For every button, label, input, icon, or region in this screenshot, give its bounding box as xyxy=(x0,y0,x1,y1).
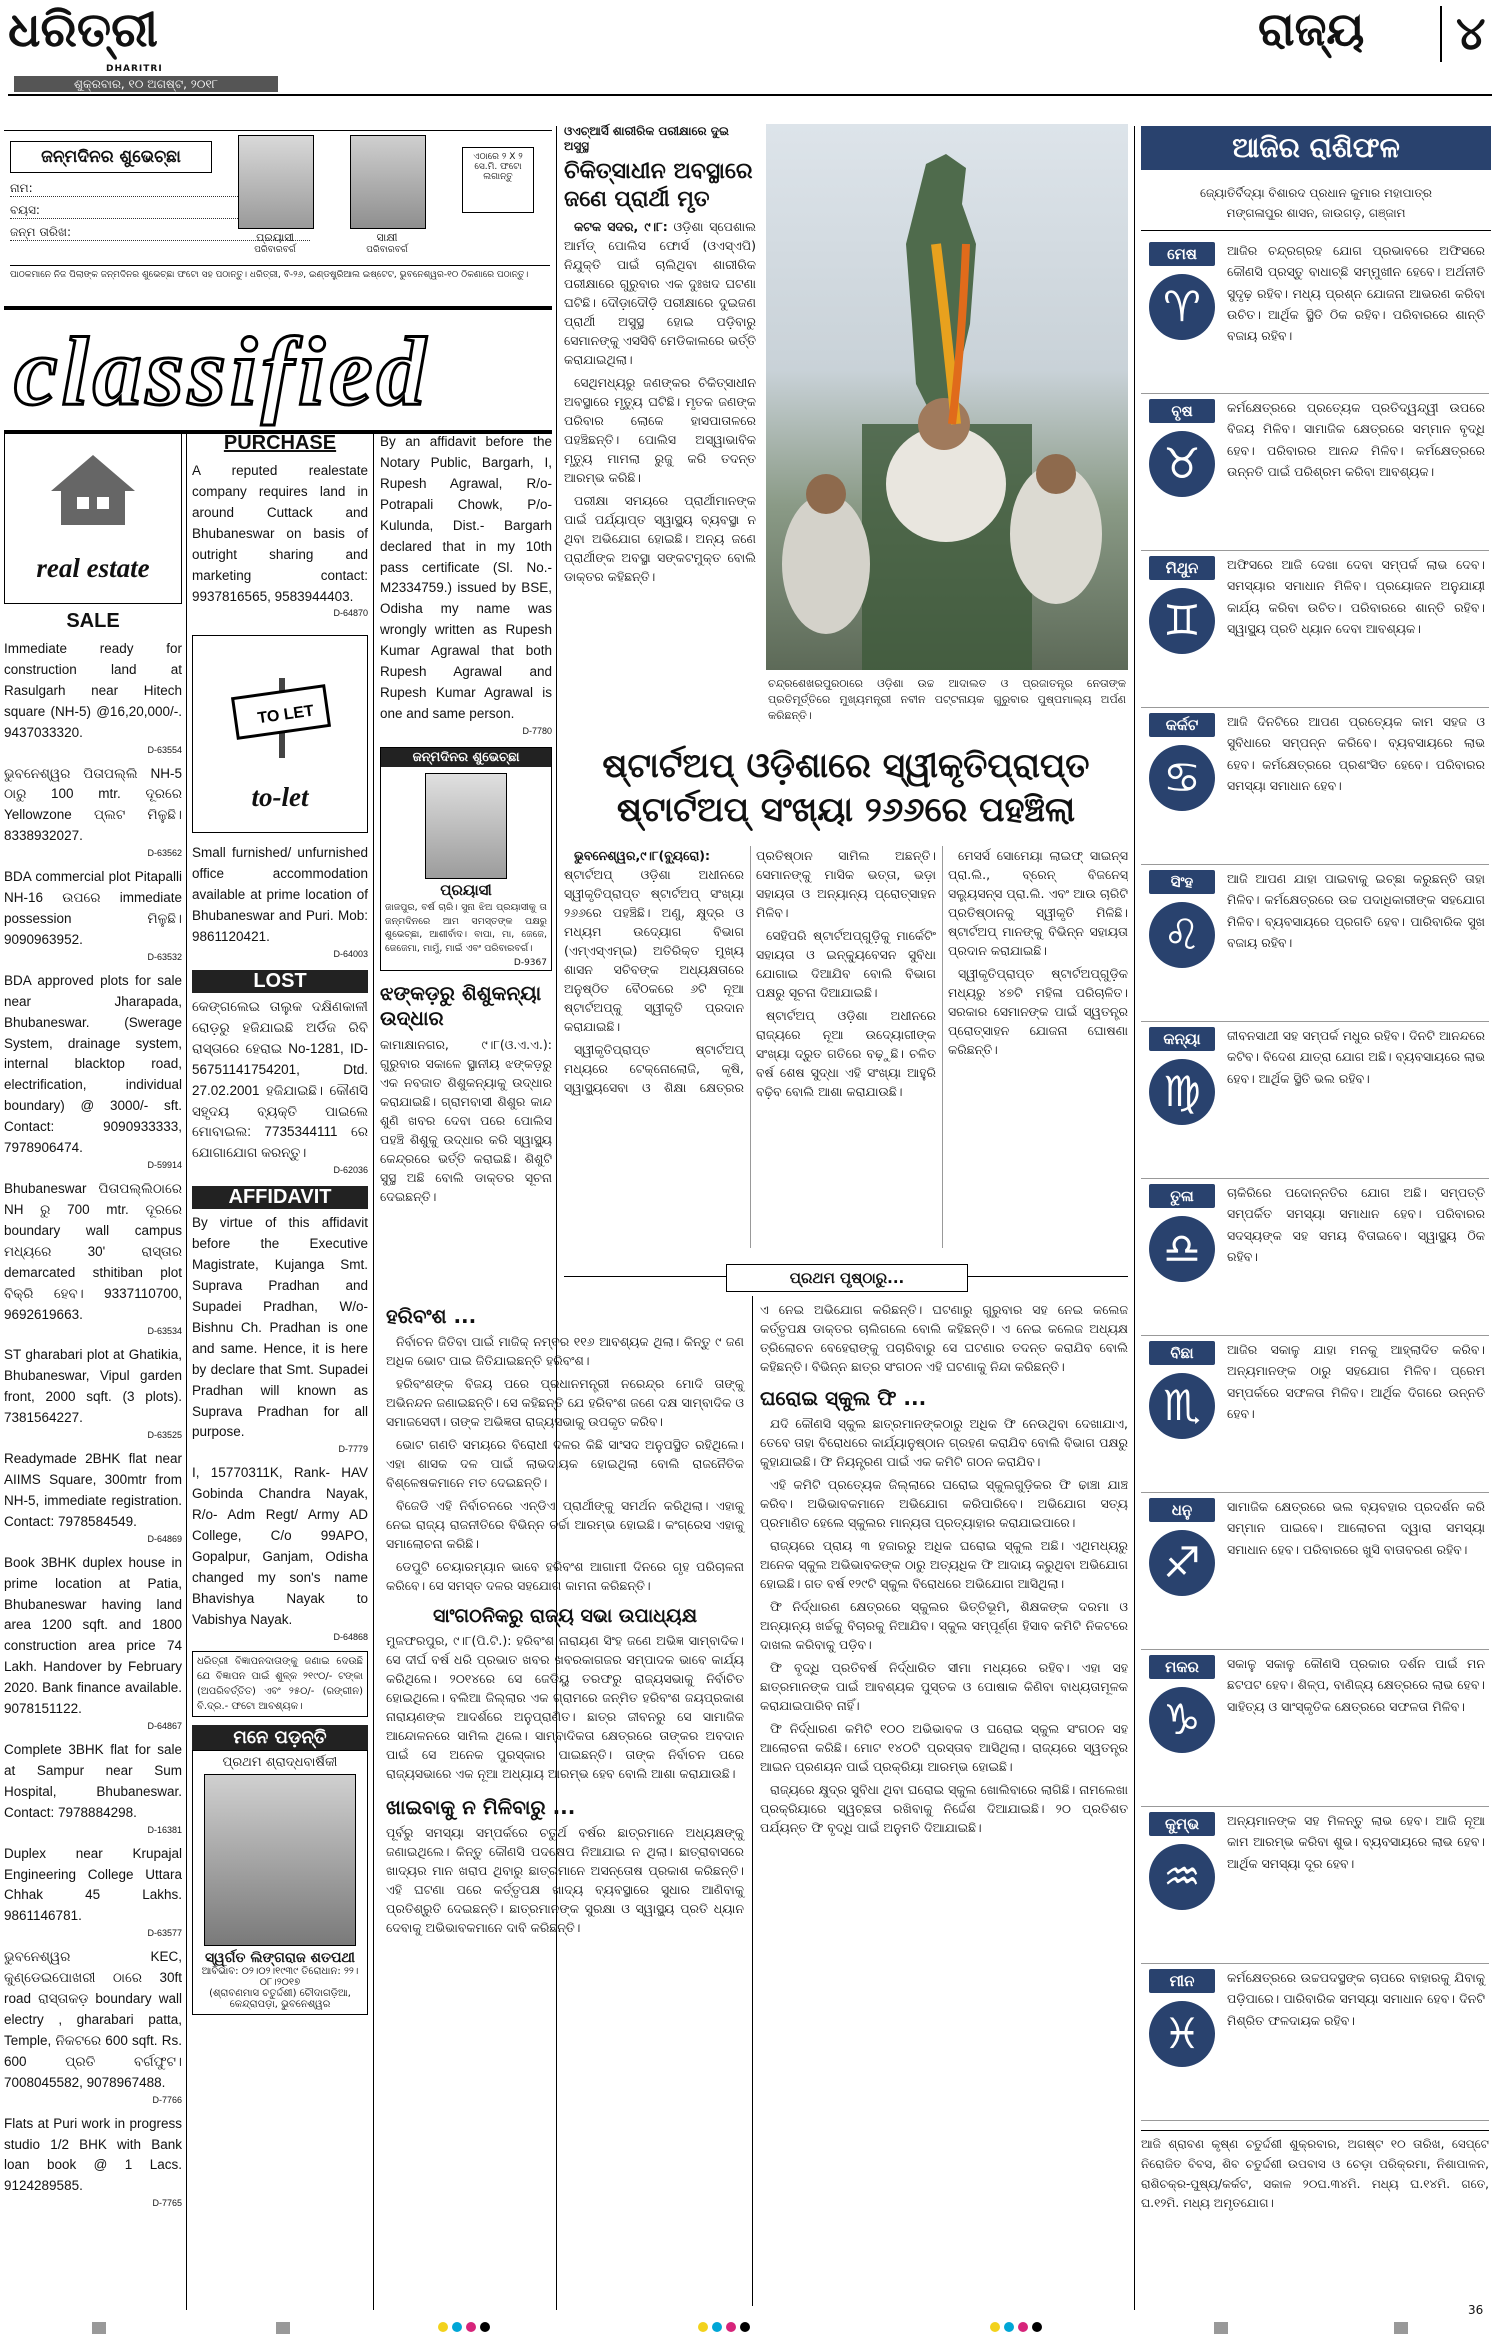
zodiac-icon: ♈ xyxy=(1149,274,1215,340)
sale-listing xyxy=(4,639,182,758)
photo-caption-1: ପ୍ରୟାସୀ xyxy=(256,231,294,244)
sale-listing-code: D-7765 xyxy=(152,2198,182,2209)
col-rule-1 xyxy=(186,430,187,2310)
affidavit-listing-code: D-64868 xyxy=(333,1631,368,1642)
tolet-listing xyxy=(192,843,368,962)
masthead-logo-sub: DHARITRI xyxy=(106,64,163,74)
photo-caption-2: ସାକ୍ଷୀ xyxy=(376,231,398,244)
sale-listing-text: BDA approved plots for sale near Jharapada, Bhubaneswar. (Swerage System, drainage system, internal blacktop road, electrification, individual boundary) @ 3000/- sft. Contact: 9090933333, 7978906474. xyxy=(4,972,182,1156)
registration-marks-3 xyxy=(990,2322,1090,2334)
zodiac-icon: ♑ xyxy=(1149,1687,1215,1753)
tolet-label: to-let xyxy=(251,782,309,813)
rashi-row xyxy=(1141,1496,1489,1650)
purchase-list xyxy=(192,461,368,621)
classified-col-3 xyxy=(380,432,552,1206)
sale-listing-code: D-63525 xyxy=(147,1430,182,1441)
affidavit-listing-text: By an affidavit before the Notary Public, Bargarh, I, Rupesh Agrawal, R/o- Potrapali Chowk, P/o- Kulunda, Dist.- Bargarh declared that in my 10th pass certificate (Sl. No.- M2334759.) issued by BSE, Odisha my name was wrongly written as Rupesh Kumar Agrawal that both Rupesh Agrawal and Rupesh Kumar Agrawal is one and same person. xyxy=(380,434,552,721)
reg-dot xyxy=(438,2322,448,2332)
memorial-lines: (ଶ୍ରାବଣମାସ ଚତୁର୍ଦ୍ଦଶୀ) ଚୌଦାଗଡ଼ିଆ, କେନ୍ଦ୍ରାପଡ଼ା, ଭୁବନେଶ୍ୱର xyxy=(209,1988,351,2011)
masthead-logo: ଧରିତ୍ରୀ xyxy=(8,2,158,58)
top-story xyxy=(564,124,756,590)
masthead-date: ଶୁକ୍ରବାର, ୧୦ ଅଗଷ୍ଟ, ୨୦୧୮ xyxy=(14,76,278,92)
sale-listing-text: ST gharabari plot at Ghatikia, Bhubaneswar, Vipul garden front, 2000 sqft. (3 plots). 7381564227. xyxy=(4,1347,182,1426)
rashi-name: ତୁଳା xyxy=(1149,1184,1215,1208)
sale-listing-text: ଭୁବନେଶ୍ୱର ପିତାପଲ୍ଲି NH-5 ଠାରୁ 100 mtr. ଦୂରରେ Yellowzone ପ୍ଲଟ ମିଳୁଛି। 8338932027. xyxy=(4,765,182,844)
tolet-listing-code: D-64003 xyxy=(333,949,368,959)
classified-banner-text: classified xyxy=(14,318,430,426)
color-bar-right xyxy=(1214,2322,1228,2334)
rashi-prediction: ସକାଳୁ ସକାଳୁ କୌଣସି ପ୍ରକାର ଦର୍ଶନ ପାଇଁ ମନ ଛଟପଟ ହେବ। ଶିଳ୍ପ, ବାଣିଜ୍ୟ କ୍ଷେତ୍ରରେ ଲାଭ ହେବ। ସାହିତ୍ୟ ଓ ସାଂସ୍କୃତିକ କ୍ଷେତ୍ରରେ ସଫଳତା ମିଳିବ। xyxy=(1227,1656,1485,1714)
zodiac-icon: ♎ xyxy=(1149,1216,1215,1282)
affidavit-list xyxy=(192,1213,368,1644)
rashi-prediction: ଚାକିରିରେ ପଦୋନ୍ନତିର ଯୋଗ ଅଛି। ସମ୍ପତ୍ତି ସମ୍ପର୍କିତ ସମସ୍ୟା ସମାଧାନ ହେବ। ପରିବାରର ସଦସ୍ୟଙ୍କ ସହ ସମୟ ବିତାଇବେ। ସ୍ୱାସ୍ଥ୍ୟ ଠିକ ରହିବ। xyxy=(1227,1185,1485,1264)
school-fee-headline: ଘରୋଇ ସ୍କୁଲ ଫି ... xyxy=(760,1386,927,1410)
sale-listing xyxy=(4,764,182,862)
rashi-name: କୁମ୍ଭ xyxy=(1149,1812,1215,1836)
house-icon xyxy=(47,451,139,529)
sale-listing-text: BDA commercial plot Pitapalli NH-16 ଉପରେ immediate possession ମିଳୁଛି। 9090963952. xyxy=(4,869,182,947)
reg-dot xyxy=(1004,2322,1014,2332)
school-fee-para-6: ଫି ନିର୍ଦ୍ଧାରଣ କମିଟି ୧୦୦ ଅଭିଭାବକ ଓ ଘରୋଇ ସ୍କୁଲ ସଂଗଠନ ସହ ଆଲୋଚନା କରିଛି। ମୋଟ ୧୪୦ଟି ପ୍ରସ୍ତାବ ଆସିଥିଲା। ରାଜ୍ୟରେ ସ୍ୱତନ୍ତ୍ର ଆଇନ ପ୍ରଣୟନ ପାଇଁ ପ୍ରକ୍ରିୟା ଆରମ୍ଭ ହୋଇଛି। xyxy=(760,1721,1128,1774)
rashi-prediction: ଆଜିର ସକାଳୁ ଯାହା ମନକୁ ଆହ୍ଲାଦିତ କରିବ। ଅନ୍ୟମାନଙ୍କ ଠାରୁ ସହଯୋଗ ମିଳିବ। ପ୍ରେମ ସମ୍ପର୍କରେ ସଫଳତା ମିଳିବ। ଆର୍ଥିକ ଦିଗରେ ଉନ୍ନତି ହେବ। xyxy=(1227,1342,1485,1421)
startup-para-4: ଷ୍ଟାର୍ଟଅପ୍ ଓଡ଼ିଶା ଅଧୀନରେ ରାଜ୍ୟରେ ନୂଆ ଉଦ୍ୟୋଗୀଙ୍କ ସଂଖ୍ୟା ଦ୍ରୁତ ଗତିରେ ବଢ଼ୁଛି। ଚଳିତ ବର୍ଷ ଶେଷ ସୁଦ୍ଧା ଏହି ସଂଖ୍ୟା ଆହୁରି ବଢ଼ିବ ବୋଲି ଆଶା କରାଯାଉଛି। xyxy=(756,1008,936,1099)
sale-listing-text: Complete 3BHK flat for sale at Sampur near Sum Hospital, Bhubaneswar. Contact: 7978884298. xyxy=(4,1741,182,1820)
classified-col-2 xyxy=(192,432,368,2015)
col-rule-2 xyxy=(373,430,374,2310)
school-fee-para-5: ଫି ବୃଦ୍ଧି ପ୍ରତିବର୍ଷ ନିର୍ଦ୍ଧାରିତ ସୀମା ମଧ୍ୟରେ ରହିବ। ଏହା ସହ ଛାତ୍ରମାନଙ୍କ ପାଇଁ ଆବଶ୍ୟକ ପୁସ୍ତକ ଓ ପୋଷାକ କିଣିବା ବାଧ୍ୟତାମୂଳକ କରାଯାଇପାରିବ ନାହିଁ। xyxy=(760,1660,1128,1713)
rashi-name: କର୍କଟ xyxy=(1149,713,1215,737)
affidavit-listing-text: I, 15770311K, Rank- HAV Gobinda Chandra Nayak, R/o- Adm Regt/ Army AD College, C/o 99APO, Gopalpur, Ganjam, Odisha changed my son's name Bhavishya Nayak to Vabishya Nayak. xyxy=(192,1465,368,1627)
rashi-row xyxy=(1141,554,1489,708)
page-number: ୪ xyxy=(1440,6,1486,62)
school-fee-para-1: ଯଦି କୌଣସି ସ୍କୁଲ ଛାତ୍ରମାନଙ୍କଠାରୁ ଅଧିକ ଫି ନେଉଥିବା ଦେଖାଯାଏ, ତେବେ ତାହା ବିରୋଧରେ କାର୍ଯ୍ୟାନୁଷ୍ଠାନ ଗ୍ରହଣ କରାଯିବ ବୋଲି ବିଭାଗ ପକ୍ଷରୁ କୁହାଯାଇଛି। ଫି ନିୟନ୍ତ୍ରଣ ପାଇଁ ଏକ କମିଟି ଗଠନ କରାଯିବ। xyxy=(760,1416,1128,1469)
rashi-name: ଧନୁ xyxy=(1149,1498,1215,1522)
rashi-name: ମେଷ xyxy=(1149,242,1215,266)
lost-list xyxy=(192,997,368,1178)
masthead xyxy=(0,0,1500,91)
field-dob[interactable]: ଜନ୍ମ ତାରିଖ: xyxy=(10,225,310,241)
zodiac-icon: ♓ xyxy=(1149,2001,1215,2067)
sale-listing-code: D-64869 xyxy=(147,1533,182,1544)
col-rule-3 xyxy=(556,126,557,2310)
rashifal-rule xyxy=(1141,230,1491,231)
lost-heading: LOST xyxy=(192,970,368,993)
zodiac-icon: ♍ xyxy=(1149,1059,1215,1125)
sale-listing xyxy=(4,1740,182,1838)
harivansh-headline: ହରିବଂଶ ... xyxy=(386,1304,477,1328)
top-story-para-3: ପରୀକ୍ଷା ସମୟରେ ପ୍ରାର୍ଥୀମାନଙ୍କ ପାଇଁ ପର୍ଯ୍ୟାପ୍ତ ସ୍ୱାସ୍ଥ୍ୟ ବ୍ୟବସ୍ଥା ନ ଥିବା ଅଭିଯୋଗ ହୋଇଛି। ଅନ୍ୟ ଜଣେ ପ୍ରାର୍ଥୀଙ୍କ ଅବସ୍ଥା ସଙ୍କଟମୁକ୍ତ ବୋଲି ଡାକ୍ତର କହିଛନ୍ତି। xyxy=(564,493,756,584)
harivansh-para-4: ବିଜେଡି ଏହି ନିର୍ବାଚନରେ ଏନ୍‌ଡିଏ ପ୍ରାର୍ଥୀଙ୍କୁ ସମର୍ଥନ କରିଥିଲା। ଏହାକୁ ନେଇ ରାଜ୍ୟ ରାଜନୀତିରେ ବିଭିନ୍ନ ଚର୍ଚ୍ଚା ଆରମ୍ଭ ହୋଇଛି। କଂଗ୍ରେସ ଏହାକୁ ସମାଲୋଚନା କରିଛି। xyxy=(386,1498,744,1551)
rashi-prediction: କର୍ମକ୍ଷେତ୍ରରେ ଉଚ୍ଚପଦସ୍ଥଙ୍କ ଚାପରେ ବାହାରକୁ ଯିବାକୁ ପଡ଼ିପାରେ। ପାରିବାରିକ ସମସ୍ୟା ସମାଧାନ ହେବ। ଦିନଟି ମିଶ୍ରିତ ଫଳଦାୟକ ରହିବ। xyxy=(1227,1970,1485,2028)
sale-listing-text: Bhubaneswar ପିତାପଲ୍ଲିଠାରେ NH ରୁ 700 mtr. ଦୂରରେ boundary wall campus ମଧ୍ୟରେ 30' ରାସ୍ତାର demarcated sthitiban plot ବିକ୍ରି ହେବ। 9337110700, 9692619663. xyxy=(4,1181,182,1322)
mane-padanti-box xyxy=(192,1750,368,2015)
affidavit-listing-code: D-7779 xyxy=(338,1444,368,1455)
khaibaku-body: ପୂର୍ବରୁ ସମସ୍ୟା ସମ୍ପର୍କରେ ଚତୁର୍ଥ ବର୍ଷର ଛାତ୍ରମାନେ ଅଧ୍ୟକ୍ଷଙ୍କୁ ଜଣାଇଥିଲେ। କିନ୍ତୁ କୌଣସି ପଦକ୍ଷେପ ନିଆଯାଇ ନ ଥିଲା। ଛାତ୍ରାବାସରେ ଖାଦ୍ୟର ମାନ ଖରାପ ଥିବାରୁ ଛାତ୍ରମାନେ ଅସନ୍ତୋଷ ପ୍ରକାଶ କରିଛନ୍ତି। ଏହି ଘଟଣା ପରେ କର୍ତ୍ତୃପକ୍ଷ ଖାଦ୍ୟ ବ୍ୟବସ୍ଥାରେ ସୁଧାର ଆଣିବାକୁ ପ୍ରତିଶ୍ରୁତି ଦେଇଛନ୍ତି। ଛାତ୍ରମାନଙ୍କ ସୁରକ୍ଷା ଓ ସ୍ୱାସ୍ଥ୍ୟ ପ୍ରତି ଧ୍ୟାନ ଦେବାକୁ ଅଭିଭାବକମାନେ ଦାବି କରିଛନ୍ତି। xyxy=(386,1825,744,1935)
top-story-kicker: ଓଏଚ୍‌ଆର୍ସି ଶାରୀରିକ ପରୀକ୍ଷାରେ ଦୁଇ ଅସୁସ୍ଥ xyxy=(564,124,730,153)
rashi-row xyxy=(1141,711,1489,865)
sale-listing-text: ଭୁବନେଶ୍ୱର KEC, କୁଣ୍ଡେଇପୋଖରୀ ଠାରେ 30ft road ରାସ୍ତାକଡ଼ boundary wall electry , gharabari patta, Temple, ନିକଟରେ 600 sqft. Rs. 600 ପ୍ରତି ବର୍ଗଫୁଟ। 7008045582, 9078967488. xyxy=(4,1949,182,2090)
purchase-listing-text: A reputed realestate company requires land in around Cuttack and Bhubaneswar on basis of outright sharing and marketing contact: 9937816565, 9583944403. xyxy=(192,463,368,604)
registration-marks-1 xyxy=(438,2322,538,2334)
rashi-row xyxy=(1141,1025,1489,1179)
sale-heading: SALE xyxy=(66,610,120,632)
real-estate-label: real estate xyxy=(36,553,150,583)
janmadin-box-title: ଜନ୍ମଦିନର ଶୁଭେଚ୍ଛା xyxy=(381,748,551,767)
rashi-prediction: ଆଜି ଆପଣ ଯାହା ପାଇବାକୁ ଇଚ୍ଛା କରୁଛନ୍ତି ତାହା ମିଳିବ। କର୍ମକ୍ଷେତ୍ରରେ ଉଚ୍ଚ ପଦାଧିକାରୀଙ୍କ ସହଯୋଗ ମିଳିବ। ବ୍ୟବସାୟରେ ପ୍ରଗତି ହେବ। ପାରିବାରିକ ସୁଖ ବଜାୟ ରହିବ। xyxy=(1227,871,1485,950)
sale-listing xyxy=(4,1345,182,1443)
rashi-name: କନ୍ୟା xyxy=(1149,1027,1215,1051)
sale-listing-text: Immediate ready for construction land at Rasulgarh near Hitech square (NH-5) @16,20,000/-. 9437033320. xyxy=(4,641,182,740)
harivansh-para-1: ନିର୍ବାଚନ ଜିତିବା ପାଇଁ ମାଜିକ୍ ନମ୍ବର ୧୧୬ ଆବଶ୍ୟକ ଥିଲା। କିନ୍ତୁ ୯ ଜଣ ଅଧିକ ଭୋଟ ପାଇ ଜିତିଯାଇଛନ୍ତି ହରିବଂଶ। xyxy=(386,1334,744,1368)
color-bar-center-left xyxy=(276,2322,290,2334)
rashi-prediction: ସାମାଜିକ କ୍ଷେତ୍ରରେ ଭଲ ବ୍ୟବହାର ପ୍ରଦର୍ଶନ କରି ସମ୍ମାନ ପାଇବେ। ଆଲୋଚନା ଦ୍ୱାରା ସମସ୍ୟା ସମାଧାନ ହେବ। ପରିବାରରେ ଖୁସି ବାତାବରଣ ରହିବ। xyxy=(1227,1499,1485,1557)
top-story-para-2: ସେଥିମଧ୍ୟରୁ ଜଣଙ୍କର ଚିକିତ୍ସାଧୀନ ଅବସ୍ଥାରେ ମୃତ୍ୟୁ ଘଟିଛି। ମୃତକ ଜଣଙ୍କ ପରିବାର ଲୋକେ ହାସପାତାଳରେ ପହଞ୍ଚିଛନ୍ତି। ପୋଲିସ ଅସ୍ୱାଭାବିକ ମୃତ୍ୟୁ ମାମଲା ରୁଜୁ କରି ତଦନ୍ତ ଆରମ୍ଭ କରିଛି। xyxy=(564,375,756,485)
janmadin-name: ପ୍ରୟାସୀ xyxy=(440,880,492,899)
reg-dot xyxy=(1032,2322,1042,2332)
rashi-row xyxy=(1141,868,1489,1022)
sale-listing-code: D-16381 xyxy=(147,1824,182,1835)
affidavit-listing xyxy=(192,1463,368,1644)
photo-caption-1-sub: ପରିବାରବର୍ଗ xyxy=(254,245,296,255)
zodiac-icon: ♊ xyxy=(1149,588,1215,654)
affidavit-listing xyxy=(380,432,552,739)
sale-listing-code: D-63562 xyxy=(147,848,182,859)
zodiac-icon: ♒ xyxy=(1149,1844,1215,1910)
janmadin-code: D-9367 xyxy=(513,957,547,968)
top-story-para-1: ଓଡ଼ିଶା ସ୍ପେଶାଲ ଆର୍ମଡ୍ ପୋଲିସ ଫୋର୍ସ (ଓଏସ୍‌ଏପି) ନିଯୁକ୍ତି ପାଇଁ ଚାଲିଥିବା ଶାରୀରିକ ପରୀକ୍ଷାରେ ଗୁରୁବାର ଏକ ଦୁଃଖଦ ଘଟଣା ଘଟିଛି। ଦୌଡ଼ାଦୌଡ଼ି ପରୀକ୍ଷାରେ ଦୁଇଜଣ ପ୍ରାର୍ଥୀ ଅସୁସ୍ଥ ହୋଇ ପଡ଼ିବାରୁ ସେମାନଙ୍କୁ ଏସସିବି ମେଡିକାଲରେ ଭର୍ତ୍ତି କରାଯାଇଥିଲା। xyxy=(564,219,756,367)
sale-listing-code: D-63534 xyxy=(147,1326,182,1337)
color-bar-left xyxy=(92,2322,106,2334)
sale-listing-code: D-63532 xyxy=(147,951,182,962)
child-rescue-body: କାମାକ୍ଷାନଗର, ୯।୮(ଓ.ଏ.ଏ.): ଗୁରୁବାର ସକାଳେ ସ୍ଥାନୀୟ ଝଙ୍କଡ଼ରୁ ଏକ ନବଜାତ ଶିଶୁକନ୍ୟାକୁ ଉଦ୍ଧାର କରାଯାଇଛି। ଗ୍ରାମବାସୀ ଶିଶୁର କାନ୍ଦ ଶୁଣି ଖବର ଦେବା ପରେ ପୋଲିସ ପହଞ୍ଚି ଶିଶୁକୁ ଉଦ୍ଧାର କରି ସ୍ୱାସ୍ଥ୍ୟ କେନ୍ଦ୍ରରେ ଭର୍ତ୍ତି କରାଇଛି। ଶିଶୁଟି ସୁସ୍ଥ ଅଛି ବୋଲି ଡାକ୍ତର ସୂଚନା ଦେଇଛନ୍ତି। xyxy=(380,1036,552,1204)
affidavit-heading: AFFIDAVIT xyxy=(192,1186,368,1209)
rashi-row xyxy=(1141,1182,1489,1336)
sale-listing-code: D-64867 xyxy=(147,1721,182,1732)
svg-text:TO LET: TO LET xyxy=(256,702,315,728)
footer-page-number: 36 xyxy=(1468,2303,1484,2317)
startup-headline xyxy=(564,744,1128,832)
rashi-row xyxy=(1141,1339,1489,1493)
sale-listing xyxy=(4,1179,182,1339)
top-story-dateline: କଟକ ସଦର, ୯।୮: xyxy=(574,219,668,234)
memorial-name: ସ୍ୱର୍ଗତ ଲିଙ୍ଗରାଜ ଶତପଥୀ xyxy=(205,1950,355,1967)
sanjukta-headline: ସାଂଗଠନିକରୁ ରାଜ୍ୟ ସଭା ଉପାଧ୍ୟକ୍ଷ xyxy=(432,1605,698,1627)
affidavit-listing-code: D-7780 xyxy=(522,725,552,736)
masthead-rule xyxy=(8,94,1492,96)
rashi-prediction: ଜୀବନସାଥୀ ସହ ସମ୍ପର୍କ ମଧୁର ରହିବ। ଦିନଟି ଆନନ୍ଦରେ କଟିବ। ବିଦେଶ ଯାତ୍ରା ଯୋଗ ଅଛି। ବ୍ୟବସାୟରେ ଲାଭ ହେବ। ଆର୍ଥିକ ସ୍ଥିତି ଭଲ ରହିବ। xyxy=(1227,1028,1485,1086)
janmadin-text: ଜାଜପୁର, ବର୍ଷ ଚାରି। ସୁନା ଝିଅ ପ୍ରୟାସୀକୁ ତା ଜନ୍ମଦିନରେ ଆମ ସମସ୍ତଙ୍କ ପକ୍ଷରୁ ଶୁଭେଚ୍ଛା, ଆଶୀର୍ବାଦ। ବାପା, ମା, ଜେଜେ, ଜେଜେମା, ମାମୁଁ, ମାଇଁ ଏବଂ ପରିବାରବର୍ଗ। xyxy=(385,901,547,955)
reg-dot xyxy=(1018,2322,1028,2332)
janmadin-photo xyxy=(425,773,507,879)
rashi-prediction: ଆଜି ଦିନଟିରେ ଆପଣ ପ୍ରତ୍ୟେକ କାମ ସହଜ ଓ ସୁବିଧାରେ ସମ୍ପନ୍ନ କରିବେ। ବ୍ୟବସାୟରେ ଲାଭ ହେବ। କର୍ମକ୍ଷେତ୍ରରେ ପ୍ରଶଂସିତ ହେବେ। ପରିବାରର ସମସ୍ୟା ସମାଧାନ ହେବ। xyxy=(1227,714,1485,793)
reg-dot xyxy=(712,2322,722,2332)
reg-dot xyxy=(990,2322,1000,2332)
affidavit-listing-text: By virtue of this affidavit before the Executive Magistrate, Kujanga Smt. Suprava Pradhan and Supadei Pradhan, W/o-Bishnu Ch. Pradhan is one and same. Hence, it is here by declare that Smt. Supadei Pradhan will known as Suprava Pradhan for all purpose. xyxy=(192,1215,368,1440)
sanjukta-body: ମୁଜଫରପୁର, ୯।୮(ପି.ଟି.): ହରିବଂଶ ନାରାୟଣ ସିଂହ ଜଣେ ଅଭିଜ୍ଞ ସାମ୍ବାଦିକ। ସେ ଦୀର୍ଘ ବର୍ଷ ଧରି ପ୍ରଭାତ ଖବର ଖବରକାଗଜର ସମ୍ପାଦକ ଭାବେ କାର୍ଯ୍ୟ କରିଥିଲେ। ୨୦୧୪ରେ ସେ ଜେଡିୟୁ ତରଫରୁ ରାଜ୍ୟସଭାକୁ ନିର୍ବାଚିତ ହୋଇଥିଲେ। ବଲିଆ ଜିଲ୍ଲାର ଏକ ଗ୍ରାମରେ ଜନ୍ମିତ ହରିବଂଶ ଜୟପ୍ରକାଶ ନାରାୟଣଙ୍କ ଆଦର୍ଶରେ ଅନୁପ୍ରାଣିତ। ଛାତ୍ର ଜୀବନରୁ ସେ ସାମାଜିକ ଆନ୍ଦୋଳନରେ ସାମିଲ ଥିଲେ। ସାମ୍ବାଦିକତା କ୍ଷେତ୍ରରେ ତାଙ୍କର ଅବଦାନ ପାଇଁ ସେ ଅନେକ ପୁରସ୍କାର ପାଇଛନ୍ତି। ତାଙ୍କ ନିର୍ବାଚନ ପରେ ରାଜ୍ୟସଭାରେ ଏକ ନୂଆ ଅଧ୍ୟାୟ ଆରମ୍ଭ ହେବ ବୋଲି ଆଶା କରାଯାଉଛି। xyxy=(386,1633,744,1781)
school-fee-para-3: ରାଜ୍ୟରେ ପ୍ରାୟ ୩ ହଜାରରୁ ଅଧିକ ଘରୋଇ ସ୍କୁଲ ଅଛି। ଏଥିମଧ୍ୟରୁ ଅନେକ ସ୍କୁଲ ଅଭିଭାବକଙ୍କ ଠାରୁ ଅତ୍ୟଧିକ ଫି ଆଦାୟ କରୁଥିବା ଅଭିଯୋଗ ହୋଇଛି। ଗତ ବର୍ଷ ୧୨୯ଟି ସ୍କୁଲ ବିରୋଧରେ ଅଭିଯୋଗ ଆସିଥିଲା। xyxy=(760,1538,1128,1591)
janmadin-box xyxy=(380,747,552,971)
reg-dot xyxy=(452,2322,462,2332)
sale-listing xyxy=(4,971,182,1173)
sale-listing-code: D-59914 xyxy=(147,1160,182,1171)
color-bar-far-right xyxy=(1394,2322,1408,2334)
photo-caption: ଚନ୍ଦ୍ରଶେଖରପୁରଠାରେ ଓଡ଼ିଶା ଉଚ୍ଚ ଆଦାଲତ ଓ ପ୍ରଜାତନ୍ତ୍ର ନେତାଙ୍କ ପ୍ରତିମୂର୍ତ୍ତିରେ ମୁଖ୍ୟମନ୍ତ୍ରୀ ନବୀନ ପଟ୍ଟନାୟକ ଗୁରୁବାର ପୁଷ୍ପମାଲ୍ୟ ଅର୍ପଣ କରିଛନ୍ତି। xyxy=(768,677,1126,722)
rashi-row xyxy=(1141,1810,1489,1964)
rashi-prediction: ଅଫିସରେ ଆଜି ଦେଖା ଦେବା ସମ୍ପର୍କ ଲାଭ ଦେବ। ସମସ୍ୟାର ସମାଧାନ ମିଳିବ। ପ୍ରୟୋଜନ ଅନୁଯାୟୀ କାର୍ଯ୍ୟ କରିବା ଉଚିତ। ପରିବାରରେ ଶାନ୍ତି ରହିବ। ସ୍ୱାସ୍ଥ୍ୟ ପ୍ରତି ଧ୍ୟାନ ଦେବା ଆବଶ୍ୟକ। xyxy=(1227,557,1485,636)
birthday-form xyxy=(4,130,552,303)
harivansh-para-5: ଡେପୁଟି ଚେୟାରମ୍ୟାନ ଭାବେ ହରିବଂଶ ଆଗାମୀ ଦିନରେ ଗୃହ ପରିଚାଳନା କରିବେ। ସେ ସମସ୍ତ ଦଳର ସହଯୋଗ କାମନା କରିଛନ୍ତି। xyxy=(386,1559,744,1593)
top-story-headline: ଚିକିତ୍ସାଧୀନ ଅବସ୍ଥାରେ ଜଣେ ପ୍ରାର୍ଥୀ ମୃତ xyxy=(564,159,753,212)
rashifal-header: ଆଜିର ରାଶିଫଳ xyxy=(1141,126,1491,170)
purchase-heading: PURCHASE xyxy=(223,432,337,454)
reg-dot xyxy=(480,2322,490,2332)
school-fee-para-7: ରାଜ୍ୟରେ କ୍ଷୁଦ୍ର ସୁବିଧା ଥିବା ଘରୋଇ ସ୍କୁଲ ଖୋଲିବାରେ ଲାଗିଛି। ନାମଲେଖା ପ୍ରକ୍ରିୟାରେ ସ୍ୱଚ୍ଛତା ରଖିବାକୁ ନିର୍ଦ୍ଦେଶ ଦିଆଯାଇଛି। ୨୦ ପ୍ରତିଶତ ପର୍ଯ୍ୟନ୍ତ ଫି ବୃଦ୍ଧି ପାଇଁ ଅନୁମତି ଦିଆଯାଇଛି। xyxy=(760,1782,1128,1835)
rashi-row xyxy=(1141,1967,1489,2121)
school-fee-story xyxy=(760,1300,1128,1841)
sale-listing-text: Duplex near Krupajal Engineering College Uttara Chhak 45 Lakhs. 9861146781. xyxy=(4,1845,182,1924)
harivansh-para-2: ହରିବଂଶଙ୍କ ବିଜୟ ପରେ ପ୍ରଧାନମନ୍ତ୍ରୀ ନରେନ୍ଦ୍ର ମୋଦି ତାଙ୍କୁ ଅଭିନନ୍ଦନ ଜଣାଇଛନ୍ତି। ସେ କହିଛନ୍ତି ଯେ ହରିବଂଶ ଜଣେ ଦକ୍ଷ ସାମ୍ବାଦିକ ଓ ସମାଜସେବୀ। ତାଙ୍କ ଅଭିଜ୍ଞତା ରାଜ୍ୟସଭାକୁ ଉପକୃତ କରିବ। xyxy=(386,1376,744,1429)
rashi-name: ମକର xyxy=(1149,1655,1215,1679)
startup-para-1: ଷ୍ଟାର୍ଟଅପ୍ ଓଡ଼ିଶା ଅଧୀନରେ ସ୍ୱୀକୃତିପ୍ରାପ୍ତ ଷ୍ଟାର୍ଟଅପ୍ ସଂଖ୍ୟା ୨୬୬ରେ ପହଞ୍ଚିଛି। ଅଣୁ, କ୍ଷୁଦ୍ର ଓ ମଧ୍ୟମ ଉଦ୍ୟୋଗ ବିଭାଗ (ଏମ୍‌ଏସ୍‌ଏମ୍‌ଇ) ଅତିରିକ୍ତ ମୁଖ୍ୟ ଶାସନ ସଚିବଙ୍କ ଅଧ୍ୟକ୍ଷତାରେ ଅନୁଷ୍ଠିତ ବୈଠକରେ ୬ଟି ନୂଆ ଷ୍ଟାର୍ଟଅପ୍‌କୁ ସ୍ୱୀକୃତି ପ୍ରଦାନ କରାଯାଇଛି। xyxy=(564,867,744,1034)
rashi-prediction: ଆଜିର ଚନ୍ଦ୍ରଗ୍ରହ ଯୋଗ ପ୍ରଭାବରେ ଅଫିସରେ କୌଣସି ପ୍ରସ୍ତୁ ବାଧାଚ୍ଛି ସମ୍ମୁଖୀନ ହେବେ। ଅର୍ଥନୀତି ସୁଦୃଢ଼ ରହିବ। ମଧ୍ୟ ପ୍ରଶ୍ନ ଯୋଜନା ଆଭରଣ କରିବା ଉଚିତ। ଆର୍ଥିକ ସ୍ଥିତି ଠିକ ରହିବ। ପରିବାରରେ ଶାନ୍ତି ବଜାୟ ରହିବ। xyxy=(1227,243,1485,343)
lost-listing-text: କେଙ୍ଗଲେଇ ତାଲୁକ ଦକ୍ଷିଣକାଳୀ ରୋଡ଼ରୁ ହଜିଯାଇଛି ଅର୍ଡିଜ ରିବି ରାସ୍ତାରେ ହେରାଇ No-1281, ID- 56751141754201, Dtd. 27.02.2001 ହଜିଯାଇଛି। କୌଣସି ସହୃଦୟ ବ୍ୟକ୍ତି ପାଇଲେ ମୋବାଇଲ: 7735344111 ରେ ଯୋଗାଯୋଗ କରନ୍ତୁ। xyxy=(192,998,368,1161)
sale-listing-text: Book 3BHK duplex house in prime location at Patia, Bhubaneswar having land area 1200 sqft. and 1800 construction area price 74 Lakh. Handover by February 2020. Bank finance available. 9078151122. xyxy=(4,1554,182,1717)
sale-listing-code: D-63577 xyxy=(147,1928,182,1939)
tolet-sign-icon xyxy=(227,658,337,758)
field-name[interactable]: ନାମ: xyxy=(10,181,310,197)
zodiac-icon: ♐ xyxy=(1149,1530,1215,1596)
harivansh-para-3: ଭୋଟ ଗଣତି ସମୟରେ ବିରୋଧୀ ଦଳର କିଛି ସାଂସଦ ଅନୁପସ୍ଥିତ ରହିଥିଲେ। ଏହା ଶାସକ ଦଳ ପାଇଁ ଲାଭଦାୟକ ହୋଇଥିଲା ବୋଲି ରାଜନୈତିକ ବିଶ୍ଳେଷକମାନେ ମତ ଦେଇଛନ୍ତି। xyxy=(386,1437,744,1490)
reg-dot xyxy=(466,2322,476,2332)
lost-listing xyxy=(192,997,368,1178)
affidavit-rupesh xyxy=(380,432,552,739)
rashi-name: ମିଥୁନ xyxy=(1149,556,1215,580)
khaibaku-headline: ଖାଇବାକୁ ନ ମିଳିବାରୁ ... xyxy=(386,1795,576,1819)
section-title: ରାଜ୍ୟ xyxy=(1258,2,1365,56)
school-fee-para-4: ଫି ନିର୍ଦ୍ଧାରଣ କ୍ଷେତ୍ରରେ ସ୍କୁଲର ଭିତ୍ତିଭୂମି, ଶିକ୍ଷକଙ୍କ ଦରମା ଓ ଅନ୍ୟାନ୍ୟ ଖର୍ଚ୍ଚକୁ ବିଚାରକୁ ନିଆଯିବ। ସ୍କୁଲ ସମ୍ପୂର୍ଣ୍ଣ ହିସାବ କମିଟି ନିକଟରେ ଦାଖଲ କରିବାକୁ ପଡ଼ିବ। xyxy=(760,1599,1128,1652)
field-age[interactable]: ବୟସ: xyxy=(10,203,310,219)
photo-size-box: ଏଠାରେ ୨ X ୨ ସେ.ମି. ଫଟୋ ଲଗାନ୍ତୁ xyxy=(462,147,534,213)
real-estate-card xyxy=(4,432,182,604)
statue-photo xyxy=(766,124,1128,670)
rashi-row xyxy=(1141,397,1489,551)
right-story-top: ଏ ନେଇ ଅଭିଯୋଗ କରିଛନ୍ତି। ଘଟଣାରୁ ଗୁରୁବାର ସହ ନେଇ କଲେଜ କର୍ତ୍ତୃପକ୍ଷ ଡାକ୍ତର ଚାଲିଗଲେ ବୋଲି କହିଛନ୍ତି। ଏ ନେଇ କଲେଜ ଅଧ୍ୟକ୍ଷ ତ୍ରିଲୋଚନ ବେହେରାଙ୍କୁ ପଚାରିବାରୁ ସେ ଘଟଣାର ତଦନ୍ତ କରାଯିବ ବୋଲି କହିଛନ୍ତି। ବିଭିନ୍ନ ଛାତ୍ର ସଂଗଠନ ଏହି ଘଟଣାକୁ ନିନ୍ଦା କରିଛନ୍ତି। xyxy=(760,1302,1128,1374)
rashi-prediction: ଅନ୍ୟମାନଙ୍କ ସହ ମିଳନ୍ତୁ ଲାଭ ହେବ। ଆଜି ନୂଆ କାମ ଆରମ୍ଭ କରିବା ଶୁଭ। ବ୍ୟବସାୟରେ ଲାଭ ହେବ। ଆର୍ଥିକ ସମସ୍ୟା ଦୂର ହେବ। xyxy=(1227,1813,1485,1871)
sale-listing xyxy=(4,1947,182,2107)
rashi-prediction: କର୍ମକ୍ଷେତ୍ରରେ ପ୍ରତ୍ୟେକ ପ୍ରତିଦ୍ୱନ୍ଦ୍ୱୀ ଉପରେ ବିଜୟ ମିଳିବ। ସାମାଜିକ କ୍ଷେତ୍ରରେ ସମ୍ମାନ ବୃଦ୍ଧି ହେବ। ପରିବାରର ଆନନ୍ଦ ମିଳିବ। କର୍ମକ୍ଷେତ୍ରରେ ଉନ୍ନତି ପାଇଁ ପରିଶ୍ରମ କରିବା ଆବଶ୍ୟକ। xyxy=(1227,400,1485,479)
child-rescue-story xyxy=(380,981,552,1206)
school-fee-para-2: ଏହି କମିଟି ପ୍ରତ୍ୟେକ ଜିଲ୍ଲାରେ ଘରୋଇ ସ୍କୁଲଗୁଡ଼ିକର ଫି ଢାଞ୍ଚା ଯାଞ୍ଚ କରିବ। ଅଭିଭାବକମାନେ ଅଭିଯୋଗ କରିପାରିବେ। ଅଭିଯୋଗ ସତ୍ୟ ପ୍ରମାଣିତ ହେଲେ ସ୍କୁଲର ମାନ୍ୟତା ପ୍ରତ୍ୟାହାର କରାଯାଇପାରେ। xyxy=(760,1477,1128,1530)
memorial-subtitle: ପ୍ରଥମ ଶ୍ରାଦ୍ଧବାର୍ଷିକୀ xyxy=(222,1755,338,1771)
sale-list xyxy=(4,639,182,2211)
col-rule-5 xyxy=(752,1296,753,2306)
startup-body xyxy=(564,846,1128,1248)
child-photo-1 xyxy=(238,135,314,229)
purchase-listing xyxy=(192,461,368,621)
reg-dot xyxy=(698,2322,708,2332)
startup-para-6: ସ୍ୱୀକୃତିପ୍ରାପ୍ତ ଷ୍ଟାର୍ଟଅପ୍‌ଗୁଡ଼ିକ ମଧ୍ୟରୁ ୪୭ଟି ମହିଳା ପରିଚାଳିତ। ସରକାର ସେମାନଙ୍କ ପାଇଁ ସ୍ୱତନ୍ତ୍ର ପ୍ରୋତ୍ସାହନ ଯୋଜନା ଘୋଷଣା କରିଛନ୍ତି। xyxy=(948,966,1128,1057)
sale-listing-code: D-63554 xyxy=(147,744,182,755)
lost-listing-code: D-62036 xyxy=(333,1165,368,1176)
top-story-body xyxy=(564,217,756,586)
rashi-row xyxy=(1141,1653,1489,1807)
birthday-form-title: ଜନ୍ମଦିନର ଶୁଭେଚ୍ଛା xyxy=(10,141,212,173)
rashi-name: ବୃଷ xyxy=(1149,399,1215,423)
sale-listing xyxy=(4,1449,182,1547)
rashi-row xyxy=(1141,240,1489,394)
tolet-list xyxy=(192,843,368,962)
startup-headline-line-2: ଷ୍ଟାର୍ଟଅପ୍ ସଂଖ୍ୟା ୨୬୬ରେ ପହଞ୍ଚିଲା xyxy=(616,790,1076,831)
photo-caption-2-sub: ପରିବାରବର୍ଗ xyxy=(366,245,408,255)
startup-para-2: ସ୍ୱୀକୃତିପ୍ରାପ୍ତ ଷ୍ଟାର୍ଟଅପ୍ ମଧ୍ୟରେ ଟେକ୍ନୋଲୋଜି, କୃଷି, ସ୍ୱାସ୍ଥ୍ୟସେବା ଓ ଶିକ୍ଷା କ୍ଷେତ୍ରର ପ୍ରତିଷ୍ଠାନ ସାମିଲ ଅଛନ୍ତି। ସେମାନଙ୍କୁ ମାସିକ ଭତ୍ତା, ଭଡ଼ା ସହାୟତା ଓ ଅନ୍ୟାନ୍ୟ ପ୍ରୋତ୍ସାହନ ମିଳିବ। xyxy=(564,848,936,1095)
birthday-form-note: ପାଠକମାନେ ନିଜ ପିଲାଙ୍କ ଜନ୍ମଦିନର ଶୁଭେଚ୍ଛା ଫଟୋ ସହ ପଠାନ୍ତୁ। ଧରିତ୍ରୀ, ବି-୨୬, ଇଣ୍ଡଷ୍ଟ୍ରିଆଲ ଇଷ୍ଟେଟ, ଭୁବନେଶ୍ୱର-୧୦ ଠିକଣାରେ ପଠାନ୍ତୁ। xyxy=(10,265,550,282)
startup-para-3: ସେହିପରି ଷ୍ଟାର୍ଟଅପ୍‌ଗୁଡ଼ିକୁ ମାର୍କେଟିଂ ସହାୟତା ଓ ଇନ୍‌କ୍ୟୁବେସନ ସୁବିଧା ଯୋଗାଇ ଦିଆଯିବ ବୋଲି ବିଭାଗ ପକ୍ଷରୁ ସୂଚନା ଦିଆଯାଇଛି। xyxy=(756,928,936,1000)
rashifal-address: ମଙ୍ଗଳାପୁର ଶାସନ, ଜାଉଗଡ଼, ଗଞ୍ଜାମ xyxy=(1226,206,1406,220)
col-rule-4 xyxy=(1134,126,1135,2310)
rashifal-astrologer: ଜ୍ୟୋତିର୍ବିଦ୍ୟା ବିଶାରଦ ପ୍ରଧାନ କୁମାର ମହାପାତ୍ର xyxy=(1200,186,1432,200)
memorial-dates: ଆବିର୍ଭାବ: ୦୨।୦୨।୧୯୩୯ ତିରୋଧାନ: ୨୨।୦୮।୨୦୧୭ xyxy=(201,1966,359,1989)
affidavit-listing xyxy=(192,1213,368,1457)
zodiac-icon: ♉ xyxy=(1149,431,1215,497)
rashi-name: ସିଂହ xyxy=(1149,870,1215,894)
sale-listing-text: Readymade 2BHK flat near AIIMS Square, 300mtr from NH-5, immediate registration. Contact: 7978584549. xyxy=(4,1451,182,1529)
memorial-photo xyxy=(204,1774,356,1946)
reg-dot xyxy=(740,2322,750,2332)
sale-listing xyxy=(4,2114,182,2212)
registration-marks-2 xyxy=(698,2322,798,2334)
harivansh-story xyxy=(386,1304,744,1937)
mane-padanti-header: ମନେ ପଡ଼ନ୍ତି xyxy=(192,1725,368,1750)
child-photo-2 xyxy=(350,135,426,229)
tolet-card xyxy=(192,635,368,833)
purchase-listing-code: D-64870 xyxy=(333,608,368,619)
startup-headline-line-1: ଷ୍ଟାର୍ଟଅପ୍ ଓଡ଼ିଶାରେ ସ୍ୱୀକୃତିପ୍ରାପ୍ତ xyxy=(602,746,1090,786)
reg-dot xyxy=(726,2322,736,2332)
rashi-name: ମୀନ xyxy=(1149,1969,1215,1993)
startup-dateline: ଭୁବନେଶ୍ୱର,୯।୮(ବ୍ୟୁରୋ): xyxy=(574,848,711,863)
classified-banner xyxy=(4,306,552,434)
startup-para-5: ମେସର୍ସ ସୋମେୟା ଲାଇଫ୍ ସାଇନ୍ସ ପ୍ରା.ଲି., ବ୍ରେନ୍ ବିଜନେସ୍ ସଲ୍ୟୁସନ୍ସ ପ୍ରା.ଲି. ଏବଂ ଆଉ ଚାରିଟି ପ୍ରତିଷ୍ଠାନକୁ ସ୍ୱୀକୃତି ମିଳିଛି। ଷ୍ଟାର୍ଟଅପ୍ ମାନଙ୍କୁ ବିଭିନ୍ନ ସହାୟତା ପ୍ରଦାନ କରାଯାଇଛି। xyxy=(948,848,1128,958)
tolet-listing-text: Small furnished/ unfurnished office accommodation available at prime location of Bhubaneswar and Puri. Mob: 9861120421. xyxy=(192,845,368,945)
classified-col-1 xyxy=(4,432,182,2217)
zodiac-icon: ♌ xyxy=(1149,902,1215,968)
sale-listing xyxy=(4,1553,182,1734)
rashi-name: ବିଛା xyxy=(1149,1341,1215,1365)
zodiac-icon: ♏ xyxy=(1149,1373,1215,1439)
dharitri-notice: ଧରିତ୍ରୀ ବିଜ୍ଞାପନଦାତାଙ୍କୁ ଜଣାଇ ଦେଉଛି ଯେ ବିଜ୍ଞାପନ ପାଇଁ ଶୁଳ୍କ ୨୧୯୦/- ଟଙ୍କା (ଅପରିବର୍ତ୍ତିତ) ଏବଂ ୨୫୦/- (ରଙ୍ଗୀନ) ବି.ଦ୍ର.- ଫଟୋ ଆବଶ୍ୟକ। xyxy=(192,1651,368,1718)
sale-listing-text: Flats at Puri work in progress studio 1/2 BHK with Bank loan book @ 1 Lacs. 9124289585. xyxy=(4,2115,182,2194)
continued-banner: ପ୍ରଥମ ପୃଷ୍ଠାରୁ... xyxy=(726,1264,968,1292)
sale-listing-code: D-7766 xyxy=(152,2094,182,2105)
sale-listing xyxy=(4,1844,182,1942)
rashifal-footer: ଆଜି ଶ୍ରାବଣ କୃଷ୍ଣ ଚତୁର୍ଦ୍ଦଶୀ ଶୁକ୍ରବାର, ଅଗଷ୍ଟ ୧୦ ତାରିଖ, ସେପ୍ଟେ ନିରୋଜିତ ବିବସ, ଶିବ ଚତୁର୍ଦ୍ଦଶୀ ଉପବାସ ଓ ଚେଡ଼ା ପରିକ୍ରମା, ନିଶାପାଳନ, ରାଶିଚକ୍ର-ପୁଷ୍ୟ/କର୍କଟ, ସକାଳ ୨୦ଘ.୩୪ମି. ମଧ୍ୟ ଘ.୧୪ମି. ଗତେ, ଘ.୧୨ମି. ମଧ୍ୟ ଅମୃତଯୋଗ। xyxy=(1141,2130,1489,2214)
zodiac-icon: ♋ xyxy=(1149,745,1215,811)
sale-listing xyxy=(4,867,182,965)
child-rescue-headline: ଝଙ୍କଡ଼ରୁ ଶିଶୁକନ୍ୟା ଉଦ୍ଧାର xyxy=(380,980,542,1030)
